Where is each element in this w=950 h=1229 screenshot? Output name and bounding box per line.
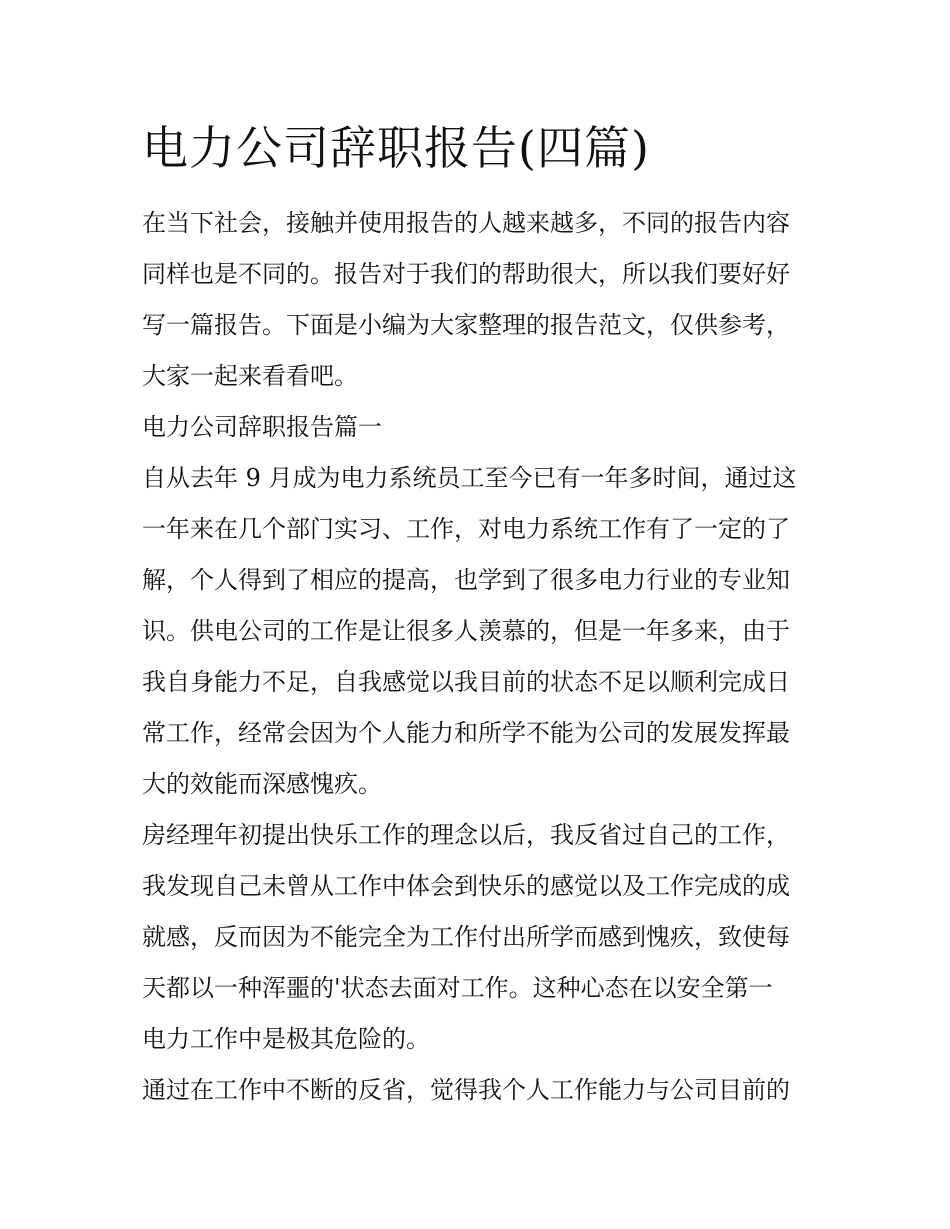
body-line: 大家一起来看看吧。	[142, 362, 358, 390]
body-line: 解，个人得到了相应的提高，也学到了很多电力行业的专业知	[142, 566, 790, 594]
body-line: 房经理年初提出快乐工作的理念以后，我反省过自己的工作，	[142, 821, 790, 849]
body-line: 自从去年 9 月成为电力系统员工至今已有一年多时间，通过这	[142, 464, 797, 492]
body-line: 识。供电公司的工作是让很多人羡慕的，但是一年多来，由于	[142, 617, 790, 645]
document-body	[142, 198, 822, 1116]
body-line: 一年来在几个部门实习、工作，对电力系统工作有了一定的了	[142, 515, 790, 543]
document-title: 电力公司辞职报告(四篇)	[142, 121, 650, 175]
body-line: 天都以一种浑噩的'状态去面对工作。这种心态在以安全第一	[142, 974, 773, 1002]
body-line: 我自身能力不足，自我感觉以我目前的状态不足以顺利完成日	[142, 668, 790, 696]
body-line: 通过在工作中不断的反省，觉得我个人工作能力与公司目前的	[142, 1076, 790, 1104]
section-heading: 电力公司辞职报告篇一	[142, 413, 382, 441]
body-line: 常工作，经常会因为个人能力和所学不能为公司的发展发挥最	[142, 719, 790, 747]
body-line: 我发现自己未曾从工作中体会到快乐的感觉以及工作完成的成	[142, 872, 790, 900]
body-line: 电力工作中是极其危险的。	[142, 1025, 430, 1053]
body-line: 写一篇报告。下面是小编为大家整理的报告范文，仅供参考，	[142, 311, 790, 339]
body-line: 同样也是不同的。报告对于我们的帮助很大，所以我们要好好	[142, 260, 790, 288]
body-line: 就感，反而因为不能完全为工作付出所学而感到愧疚，致使每	[142, 923, 790, 951]
body-line: 大的效能而深感愧疚。	[142, 770, 382, 798]
body-line: 在当下社会，接触并使用报告的人越来越多，不同的报告内容	[142, 209, 790, 237]
